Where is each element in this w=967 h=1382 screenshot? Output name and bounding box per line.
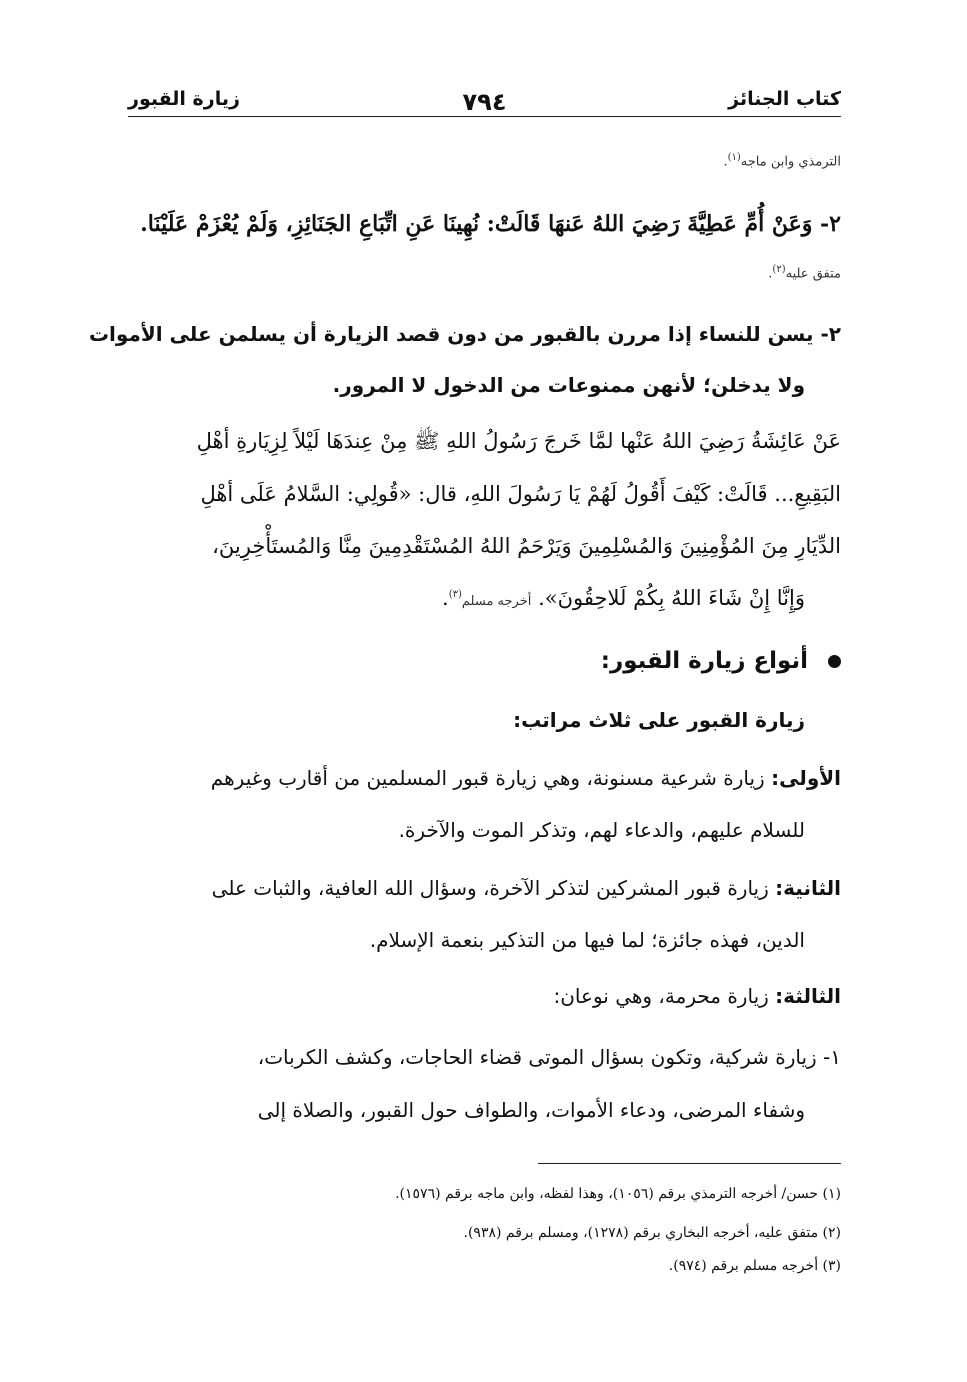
footnote-ref: (٢) <box>772 264 786 275</box>
page-number: ٧٩٤ <box>462 88 507 116</box>
source-text: الترمذي وابن ماجه <box>740 154 841 170</box>
heading-text: أنواع زيارة القبور: <box>600 648 808 674</box>
source-line: الترمذي وابن ماجه$^{(١)}$. <box>723 152 841 170</box>
paragraph-line <box>212 876 841 900</box>
paragraph-line: وشفاء المرضى، ودعاء الأموات، والطواف حول القبور، والصلاة إلى <box>257 1098 805 1122</box>
paragraph-line <box>211 766 841 790</box>
footnote-ref: (٣) <box>448 589 462 600</box>
bullet-icon <box>828 655 841 668</box>
source-text: أخرجه مسلم <box>461 594 532 609</box>
footnote-divider <box>538 1163 841 1164</box>
ruling-line: ٢- يسن للنساء إذا مررن بالقبور من دون قصد الزيارة أن يسلمن على الأموات <box>88 322 841 346</box>
item-text: زيارة محرمة، وهي نوعان: <box>553 984 769 1008</box>
item-label: الثالثة: <box>775 984 841 1008</box>
muttafaq-line: متفق عليه$^{(٢)}$. <box>768 264 841 282</box>
footnote: (٣) أخرجه مسلم برقم (٩٧٤). <box>668 1258 841 1274</box>
hadith-line: الدِّيَارِ مِنَ المُؤْمِنِينَ وَالمُسْلِمِينَ وَيَرْحَمُ اللهُ المُسْتَقْدِمِينَ مِنَّا وَالمُستَأْخِرِينَ، <box>212 534 841 558</box>
hadith-line: وَإِنَّا إِنْ شَاءَ اللهُ بِكُمْ لَلاحِقُونَ». أخرجه مسلم$^{(٣)}$. <box>442 586 805 610</box>
item-label: الأولى: <box>771 766 841 790</box>
subheading: زيارة القبور على ثلاث مراتب: <box>513 708 805 732</box>
footnote-ref: (١) <box>727 152 741 163</box>
item-label: الثانية: <box>775 876 841 900</box>
hadith-text: وَإِنَّا إِنْ شَاءَ اللهُ بِكُمْ لَلاحِقُونَ». <box>538 586 805 610</box>
ruling-line: ولا يدخلن؛ لأنهن ممنوعات من الدخول لا المرور. <box>332 373 805 397</box>
section-title: زيارة القبور <box>128 88 240 110</box>
section-heading <box>601 648 841 674</box>
paragraph-line: للسلام عليهم، والدعاء لهم، وتذكر الموت والآخرة. <box>398 818 805 842</box>
hadith-line: عَنْ عَائِشَةُ رَضِيَ اللهُ عَنْها لمَّا خَرجَ رَسُولُ اللهِ ﷺ مِنْ عِندَهَا لَيْلاً لِزِيَارةِ أهْلِ <box>196 429 841 453</box>
book-title: كتاب الجنائز <box>728 88 841 110</box>
paragraph-line <box>553 984 841 1008</box>
hadith-line: البَقِيعِ... قَالَتْ: كَيْفَ أَقُولُ لَهُمْ يَا رَسُولَ اللهِ، قال: «قُولِي: السَّلامُ عَلَى أهْلِ <box>200 482 841 506</box>
item-text: زيارة شرعية مسنونة، وهي زيارة قبور المسلمين من أقارب وغيرهم <box>210 766 765 790</box>
footnote: (٢) متفق عليه، أخرجه البخاري برقم (١٢٧٨)، ومسلم برقم (٩٣٨). <box>463 1225 841 1241</box>
page-header <box>128 84 841 117</box>
footnote: (١) حسن/ أخرجه الترمذي برقم (١٠٥٦)، وهذا لفظه، وابن ماجه برقم (١٥٧٦). <box>395 1186 841 1202</box>
hadith-line: ٢- وَعَنْ أُمِّ عَطِيَّةَ رَضِيَ اللهُ عَنهَا قَالَتْ: نُهِينَا عَنِ اتِّبَاعِ الجَنَائِزِ، وَلَمْ يُعْزَمْ عَلَيْنَا. <box>140 211 841 237</box>
item-text: زيارة قبور المشركين لتذكر الآخرة، وسؤال الله العافية، والثبات على <box>211 876 769 900</box>
source-text: متفق عليه <box>785 266 841 282</box>
paragraph-line: ١- زيارة شركية، وتكون بسؤال الموتى قضاء الحاجات، وكشف الكربات، <box>257 1045 841 1069</box>
paragraph-line: الدين، فهذه جائزة؛ لما فيها من التذكير بنعمة الإسلام. <box>369 928 805 952</box>
